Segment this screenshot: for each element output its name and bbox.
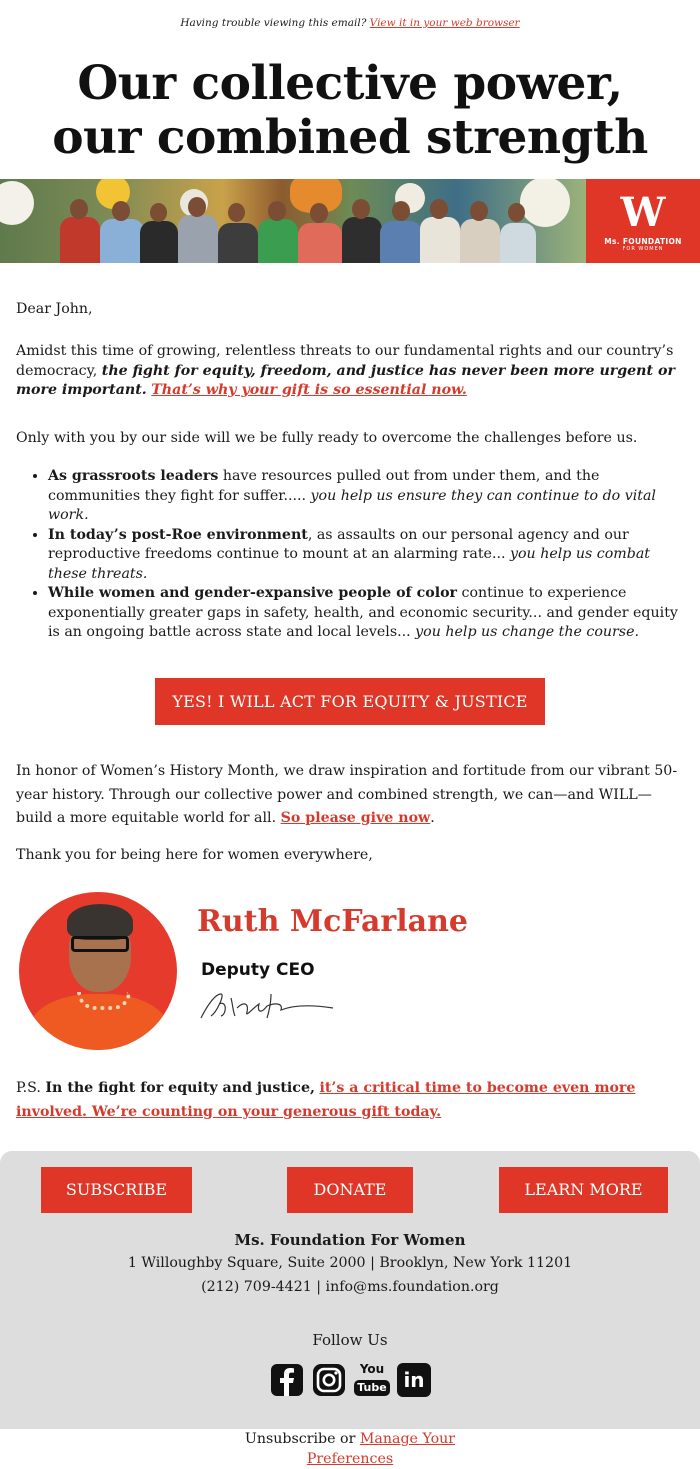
- youtube-label-bottom: Tube: [354, 1380, 389, 1396]
- avatar: [19, 892, 177, 1050]
- headline: [0, 57, 700, 165]
- preheader-text: Having trouble viewing this email?: [180, 17, 367, 29]
- list-item-bold: As grassroots leaders: [48, 468, 219, 484]
- paragraph-threats: [16, 342, 682, 401]
- unsubscribe-text: Unsubscribe or: [244, 1431, 356, 1447]
- impact-list: [16, 467, 682, 643]
- paragraph-side: Only with you by our side will we be fully ready to overcome the challenges before us.: [16, 430, 638, 446]
- footer-address: 1 Willoughby Square, Suite 2000 | Brooklyn, New York 11201: [127, 1255, 573, 1271]
- list-item: [48, 467, 682, 526]
- signer-name: Ruth McFarlane: [197, 904, 468, 939]
- greeting: Dear John,: [16, 301, 93, 317]
- list-item-italic: you help us change the course.: [415, 624, 639, 640]
- logo-w: W: [620, 189, 666, 236]
- list-item: [48, 526, 682, 585]
- instagram-icon[interactable]: [312, 1363, 346, 1397]
- paragraph-history-text: In honor of Women’s History Month, we draw inspiration and fortitude from our vibrant 50-year history. Through our collective power and combined strength, we can—and WILL—build a more equitable world for all.: [16, 763, 678, 826]
- youtube-icon[interactable]: [354, 1363, 390, 1397]
- list-item-text: continue to experience exponentially greater gaps in safety, health, and economic security... and gender equity is an ongoing battle across state and local levels...: [48, 585, 678, 640]
- list-item-italic: you help us combat these threats.: [48, 546, 650, 582]
- manage-preferences-link[interactable]: Manage Your Preferences: [306, 1431, 456, 1467]
- list-item-text: , as assaults on our personal agency and our reproductive freedoms continue to mount at an alarming rate...: [48, 526, 629, 562]
- ps-prefix: P.S.: [16, 1080, 41, 1096]
- paragraph-threats-text: Amidst this time of growing, relentless threats to our fundamental rights and our country’s democracy,: [16, 343, 674, 379]
- view-in-browser-link[interactable]: View it in your web browser: [369, 17, 520, 29]
- paragraph-history: [16, 760, 682, 831]
- gift-essential-link[interactable]: That’s why your gift is so essential now.: [151, 382, 467, 398]
- give-now-link[interactable]: So please give now: [280, 810, 431, 826]
- unsubscribe-line: [200, 1430, 500, 1469]
- letter-body: [16, 300, 682, 640]
- footer-org-name: Ms. Foundation For Women: [234, 1231, 466, 1249]
- postscript: [16, 1077, 682, 1124]
- list-item-text: have resources pulled out from under them, and the communities they fight for suffer.....: [48, 468, 600, 504]
- donate-button[interactable]: DONATE: [287, 1167, 413, 1213]
- thank-you-text: Thank you for being here for women everywhere,: [16, 847, 373, 863]
- linkedin-label: in: [403, 1368, 425, 1392]
- list-item-bold: In today’s post-Roe environment: [48, 526, 308, 543]
- footer: [0, 1151, 700, 1429]
- signature-image: [197, 988, 337, 1022]
- list-item-italic: you help us ensure they can continue to do vital work.: [48, 487, 656, 523]
- paragraph-history-end: .: [430, 810, 435, 826]
- preheader: [0, 0, 700, 31]
- ms-foundation-logo: [586, 179, 700, 263]
- list-item-bold: While women and gender-expansive people of color: [48, 585, 458, 601]
- facebook-icon[interactable]: [270, 1363, 304, 1397]
- linkedin-icon[interactable]: [397, 1363, 431, 1397]
- social-links: [270, 1363, 434, 1399]
- critical-time-link[interactable]: it’s a critical time to become even more involved. We’re counting on your generous gift today.: [16, 1080, 636, 1120]
- signer-title: Deputy CEO: [201, 960, 315, 980]
- ps-bold: In the fight for equity and justice,: [45, 1080, 315, 1096]
- paragraph-threats-emphasis: the fight for equity, freedom, and justice has never been more urgent or more important.: [16, 362, 675, 398]
- act-for-equity-button[interactable]: YES! I WILL ACT FOR EQUITY & JUSTICE: [155, 678, 545, 725]
- follow-us-label: Follow Us: [312, 1331, 388, 1349]
- youtube-label-top: You: [359, 1362, 385, 1376]
- hero-banner: [0, 179, 700, 263]
- footer-contact: (212) 709-4421 | info@ms.foundation.org: [201, 1279, 499, 1295]
- group-photo: [0, 179, 586, 263]
- logo-sub: FOR WOMEN: [622, 246, 664, 252]
- logo-name: Ms. FOUNDATION: [604, 237, 682, 246]
- headline-line-2: our combined strength: [52, 110, 648, 165]
- list-item: [48, 584, 682, 643]
- subscribe-button[interactable]: SUBSCRIBE: [41, 1167, 192, 1213]
- headline-line-1: Our collective power,: [77, 56, 623, 111]
- learn-more-button[interactable]: LEARN MORE: [499, 1167, 668, 1213]
